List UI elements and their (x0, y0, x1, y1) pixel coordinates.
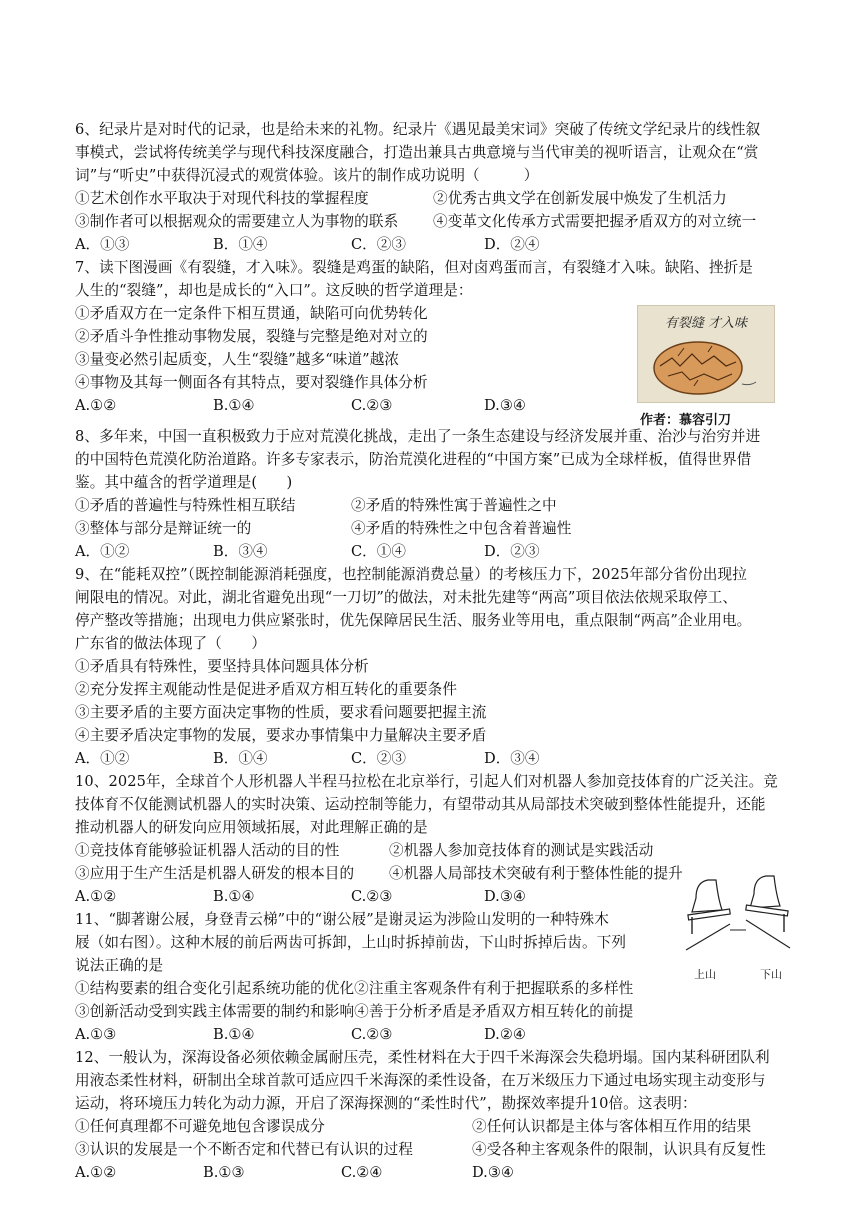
q10-statement-1: ①竞技体育能够验证机器人活动的目的性 (75, 842, 340, 859)
q7-stem-line-1: 7、读下图漫画《有裂缝，才入味》。裂缝是鸡蛋的缺陷，但对卤鸡蛋而言，有裂缝才入味。缺陷、挫折是 (75, 259, 754, 276)
q6-statement-1: ①艺术创作水平取决于对现代科技的掌握程度 (75, 190, 369, 207)
q8-statement-4: ④矛盾的特殊性之中包含着普遍性 (351, 520, 572, 537)
q7-stem-line-2: 人生的“裂缝”，却也是成长的“入口”。这反映的哲学道理是： (75, 282, 473, 299)
q9-statement-3: ③主要矛盾的主要方面决定事物的性质，要求看问题要把握主流 (75, 704, 487, 721)
cracked-egg-icon (638, 306, 774, 402)
q11-option-c: C.②③ (351, 1026, 393, 1043)
cartoon-title: 有裂缝 才入味 (664, 316, 748, 331)
q11-statements-1-2: ①结构要素的组合变化引起系统功能的优化②注重主客观条件有利于把握联系的多样性 (75, 980, 634, 997)
clogs-figure (682, 868, 794, 986)
q12-statement-4: ④受各种主客观条件的限制，认识具有反复性 (472, 1141, 766, 1158)
cartoon-author-caption: 作者：慕容引刀 (640, 413, 732, 428)
q9-statement-4: ④主要矛盾决定事物的发展，要求办事情集中力量解决主要矛盾 (75, 727, 487, 744)
q7-statement-4: ④事物及其每一侧面各有其特点，要对裂缝作具体分析 (75, 374, 428, 391)
q12-option-c: C.②④ (341, 1164, 383, 1181)
q6-option-a: A．①③ (75, 236, 130, 253)
q12-statement-3: ③认识的发展是一个不断否定和代替已有认识的过程 (75, 1141, 413, 1158)
q7-option-a: A.①② (75, 397, 117, 414)
q8-option-c: C．①④ (351, 543, 406, 560)
q11-stem-line-2: 屐（如右图）。这种木屐的前后两齿可拆卸，上山时拆掉前齿，下山时拆掉后齿。下列 (75, 934, 627, 951)
egg-cartoon-image (637, 305, 775, 403)
q11-stem-line-3: 说法正确的是 (75, 957, 164, 974)
q8-stem-line-1: 8、多年来，中国一直积极致力于应对荒漠化挑战，走出了一条生态建设与经济发展并重、治沙与治穷并进 (75, 428, 761, 445)
q10-option-d: D.③④ (484, 888, 526, 905)
q12-statement-1: ①任何真理都不可避免地包含谬误成分 (75, 1118, 325, 1135)
q11-option-a: A.①③ (75, 1026, 117, 1043)
q10-stem-line-1: 10、2025年，全球首个人形机器人半程马拉松在北京举行，引起人们对机器人参加竞技体育的广泛关注。竞 (75, 773, 778, 790)
q10-option-c: C.②③ (351, 888, 393, 905)
q10-statement-3: ③应用于生产生活是机器人研发的根本目的 (75, 865, 355, 882)
q6-statement-2: ②优秀古典文学在创新发展中焕发了生机活力 (433, 190, 727, 207)
q6-stem-line-2: 事模式，尝试将传统美学与现代科技深度融合，打造出兼具古典意境与当代审美的视听语言，让观众在“赏 (75, 144, 759, 161)
clog-label-downhill: 下山 (760, 968, 782, 981)
q7-statement-2: ②矛盾斗争性推动事物发展，裂缝与完整是绝对对立的 (75, 328, 428, 345)
q12-option-b: B.①③ (203, 1164, 245, 1181)
q12-statement-2: ②任何认识都是主体与客体相互作用的结果 (472, 1118, 752, 1135)
q7-option-d: D.③④ (484, 397, 526, 414)
q7-option-b: B.①④ (213, 397, 255, 414)
q8-statement-2: ②矛盾的特殊性寓于普遍性之中 (351, 497, 557, 514)
q9-stem-line-1: 9、在“能耗双控”（既控制能源消耗强度，也控制能源消费总量）的考核压力下，2025年部分省份出现拉 (75, 566, 747, 583)
q12-option-a: A.①② (75, 1164, 117, 1181)
q9-stem-line-4: 广东省的做法体现了（ ） (75, 635, 267, 652)
q8-option-d: D．②③ (484, 543, 540, 560)
wooden-clogs-icon (682, 868, 794, 968)
q12-stem-line-2: 用液态柔性材料，研制出全球首款可适应四千米海深的柔性设备，在万米级压力下通过电场实现主动变形与 (75, 1072, 766, 1089)
q12-stem-line-3: 运动，将环境压力转化为动力源，开启了深海探测的“柔性时代”，勘探效率提升10倍。这表明： (75, 1095, 697, 1112)
q9-statement-1: ①矛盾具有特殊性，要坚持具体问题具体分析 (75, 658, 369, 675)
q8-stem-line-3: 鉴。其中蕴含的哲学道理是( ) (75, 474, 293, 491)
q7-statement-3: ③量变必然引起质变，人生“裂缝”越多“味道”越浓 (75, 351, 400, 368)
q10-statement-4: ④机器人局部技术突破有利于整体性能的提升 (389, 865, 683, 882)
q7-statement-1: ①矛盾双方在一定条件下相互贯通，缺陷可向优势转化 (75, 305, 428, 322)
q12-stem-line-1: 12、一般认为，深海设备必须依赖金属耐压壳，柔性材料在大于四千米海深会失稳坍塌。国内某科研团队利 (75, 1049, 770, 1066)
q10-option-b: B.①④ (213, 888, 255, 905)
q10-option-a: A.①② (75, 888, 117, 905)
q9-stem-line-3: 停产整改等措施；出现电力供应紧张时，优先保障居民生活、服务业等用电，重点限制“两高”企业用电。 (75, 612, 752, 629)
q6-statement-4: ④变革文化传承方式需要把握矛盾双方的对立统一 (433, 213, 757, 230)
clog-label-uphill: 上山 (694, 968, 716, 981)
q9-option-b: B．①④ (213, 750, 268, 767)
q6-option-d: D．②④ (484, 236, 540, 253)
q12-option-d: D.③④ (472, 1164, 514, 1181)
q10-statement-2: ②机器人参加竞技体育的测试是实践活动 (389, 842, 654, 859)
q8-stem-line-2: 的中国特色荒漠化防治道路。许多专家表示，防治荒漠化进程的“中国方案”已成为全球样板，值得世界借 (75, 451, 752, 468)
q6-statement-3: ③制作者可以根据观众的需要建立人为事物的联系 (75, 213, 399, 230)
q11-statements-3-4: ③创新活动受到实践主体需要的制约和影响④善于分析矛盾是矛盾双方相互转化的前提 (75, 1003, 634, 1020)
q6-stem-line-3: 词”与“听史”中获得沉浸式的观赏体验。该片的制作成功说明（ ） (75, 167, 539, 184)
q6-stem-line-1: 6、纪录片是对时代的记录，也是给未来的礼物。纪录片《遇见最美宋词》突破了传统文学纪录片的线性叙 (75, 121, 761, 138)
q8-option-a: A．①② (75, 543, 130, 560)
q11-option-d: D.②④ (484, 1026, 526, 1043)
q8-statement-3: ③整体与部分是辩证统一的 (75, 520, 252, 537)
q9-statement-2: ②充分发挥主观能动性是促进矛盾双方相互转化的重要条件 (75, 681, 458, 698)
q11-option-b: B.①④ (213, 1026, 255, 1043)
q11-stem-line-1: 11、“脚著谢公屐，身登青云梯”中的“谢公屐”是谢灵运为涉险山发明的一种特殊木 (75, 911, 609, 928)
q9-stem-line-2: 闸限电的情况。对此，湖北省避免出现“一刀切”的做法，对未批先建等“两高”项目依法依规采取停工、 (75, 589, 738, 606)
q10-stem-line-2: 技体育不仅能测试机器人的实时决策、运动控制等能力，有望带动其从局部技术突破到整体性能提升，还能 (75, 796, 766, 813)
q7-option-c: C.②③ (351, 397, 393, 414)
q8-option-b: B．③④ (213, 543, 268, 560)
q8-statement-1: ①矛盾的普遍性与特殊性相互联结 (75, 497, 296, 514)
q9-option-c: C．②③ (351, 750, 406, 767)
q6-option-c: C．②③ (351, 236, 406, 253)
q9-option-d: D．③④ (484, 750, 540, 767)
q10-stem-line-3: 推动机器人的研发向应用领域拓展，对此理解正确的是 (75, 819, 428, 836)
q6-option-b: B．①④ (213, 236, 268, 253)
q9-option-a: A．①② (75, 750, 130, 767)
